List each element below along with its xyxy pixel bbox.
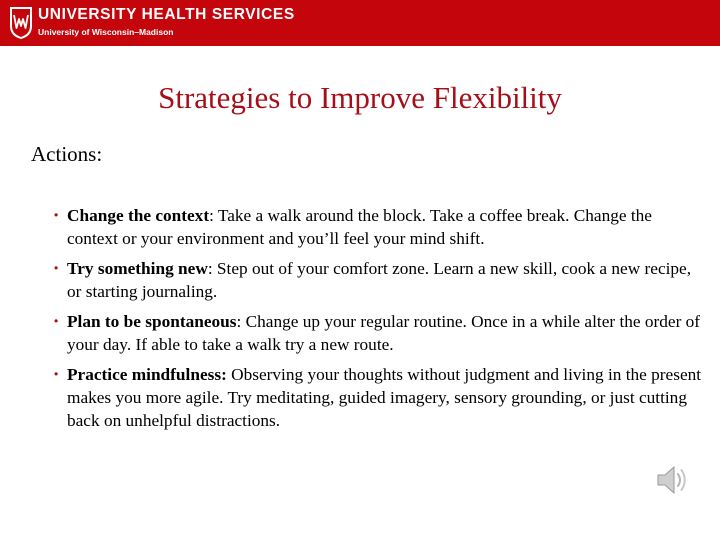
slide-title: Strategies to Improve Flexibility xyxy=(158,80,562,115)
bullet-item xyxy=(54,310,704,356)
bullet-text: : Take a walk around the block. Take a coffee break. Change the context or your environment and you’ll feel your mind shift. xyxy=(67,206,652,248)
bullet-icon: • xyxy=(54,261,59,275)
bullet-text: : Change up your regular routine. Once in a while alter the order of your day. If able to take a walk try a new route. xyxy=(67,312,701,354)
section-heading: Actions: xyxy=(31,142,103,166)
bullet-lead: Practice mindfulness: xyxy=(67,365,227,384)
header-bar xyxy=(0,0,720,46)
bullet-item xyxy=(54,257,704,303)
bullet-item xyxy=(54,204,704,250)
bullet-text: : Step out of your comfort zone. Learn a new skill, cook a new recipe, or starting journaling. xyxy=(67,259,692,301)
bullet-item xyxy=(54,363,704,432)
bullet-lead: Change the context xyxy=(67,206,210,225)
bullet-lead: Plan to be spontaneous xyxy=(67,312,237,331)
bullet-icon: • xyxy=(54,314,59,328)
bullet-list xyxy=(54,204,704,439)
brand-subtitle: University of Wisconsin–Madison xyxy=(38,27,174,37)
bullet-icon: • xyxy=(54,208,59,222)
bullet-icon: • xyxy=(54,367,59,381)
bullet-text: Observing your thoughts without judgment and living in the present makes you more agile. Try meditating, guided imagery, sensory grounding, or just cutting back on unhelpful distractions. xyxy=(67,365,702,430)
university-crest-icon xyxy=(9,6,33,40)
speaker-icon[interactable] xyxy=(654,462,690,498)
bullet-lead: Try something new xyxy=(67,259,208,278)
brand-title: UNIVERSITY HEALTH SERVICES xyxy=(38,6,295,23)
